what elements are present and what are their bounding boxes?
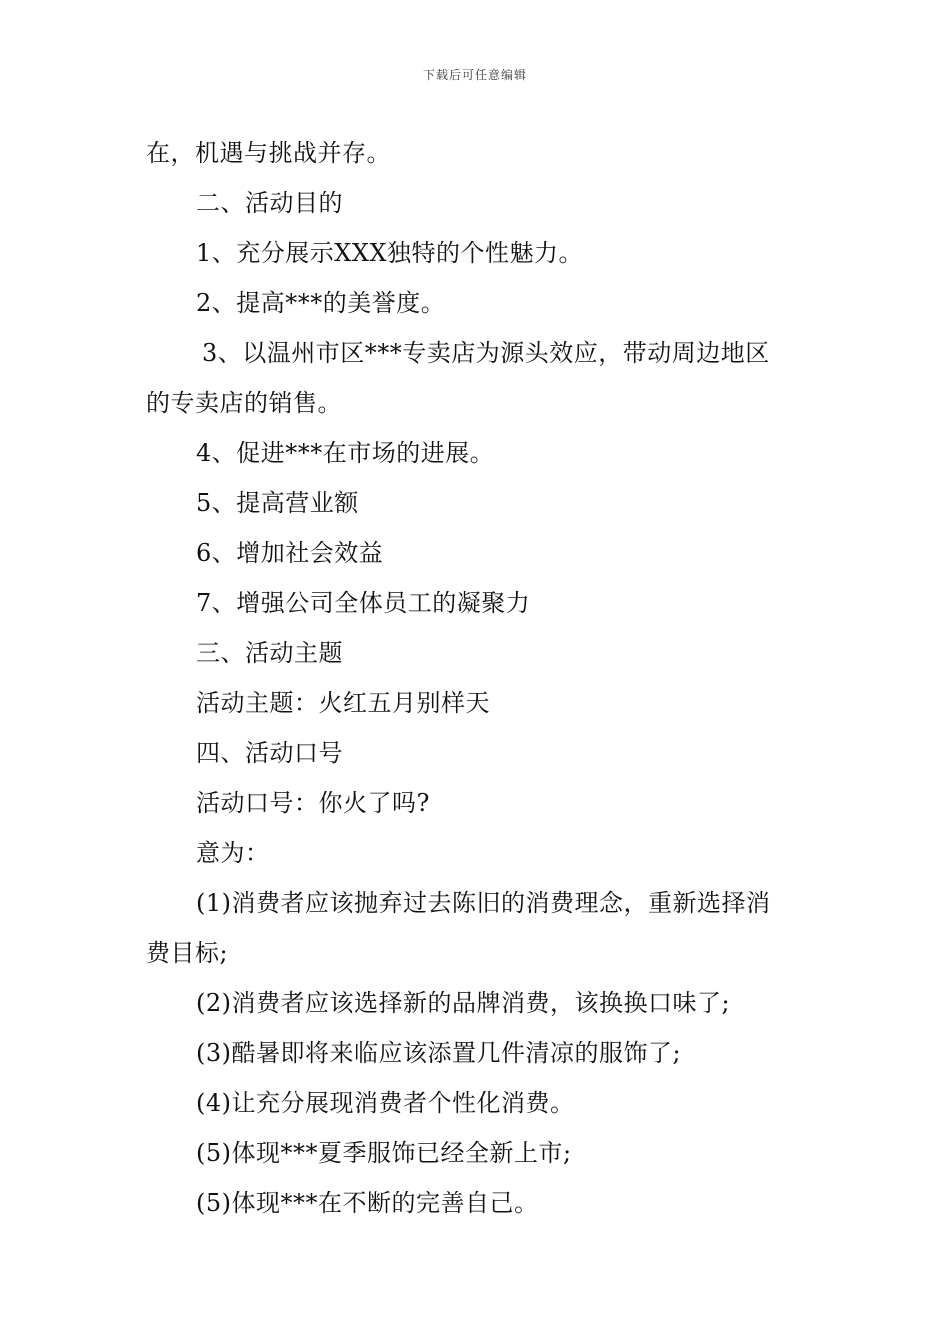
- list-item: 2、提高***的美誉度。: [196, 289, 446, 317]
- section-heading: 三、活动主题: [196, 639, 343, 667]
- page-header: 下载后可任意编辑: [422, 68, 527, 82]
- list-item: 3、以温州市区***专卖店为源头效应，带动周边地区: [202, 339, 770, 367]
- section-heading: 四、活动口号: [196, 739, 343, 767]
- section-heading: 二、活动目的: [196, 189, 343, 217]
- document-body: [146, 128, 812, 1228]
- paragraph-line: 在，机遇与挑战并存。: [146, 139, 391, 167]
- paragraph-line: 活动主题：火红五月别样天: [196, 689, 490, 717]
- paragraph-line: 意为：: [196, 839, 270, 867]
- list-item: 7、增强公司全体员工的凝聚力: [196, 589, 531, 617]
- list-item: (4)让充分展现消费者个性化消费。: [196, 1089, 575, 1117]
- list-item: 4、促进***在市场的进展。: [196, 439, 495, 467]
- list-item: 6、增加社会效益: [196, 539, 384, 567]
- paragraph-line: 费目标;: [146, 939, 229, 967]
- list-item: (1)消费者应该抛弃过去陈旧的消费理念，重新选择消: [196, 889, 771, 917]
- list-item: (2)消费者应该选择新的品牌消费，该换换口味了;: [196, 989, 731, 1017]
- paragraph-line: 活动口号：你火了吗?: [196, 789, 430, 817]
- list-item: (3)酷暑即将来临应该添置几件清凉的服饰了;: [196, 1039, 682, 1067]
- list-item: 5、提高营业额: [196, 489, 359, 517]
- paragraph-line: 的专卖店的销售。: [146, 389, 342, 417]
- list-item: (5)体现***夏季服饰已经全新上市;: [196, 1139, 572, 1167]
- list-item: 1、充分展示XXX独特的个性魅力。: [196, 239, 584, 267]
- list-item: (5)体现***在不断的完善自己。: [196, 1189, 539, 1217]
